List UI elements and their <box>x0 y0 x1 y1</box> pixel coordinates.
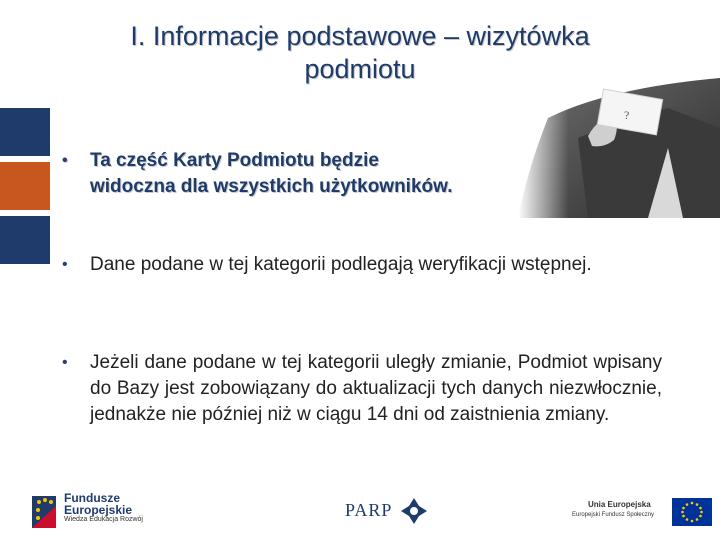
slide-title <box>40 20 680 86</box>
card-question-mark: ? <box>624 108 630 122</box>
fe-line-2: Europejskie <box>64 503 133 517</box>
fe-line-1: Fundusze <box>64 491 120 505</box>
footer-logos <box>0 482 720 540</box>
unia-europejska-logo <box>568 498 716 528</box>
title-line-2: podmiotu <box>304 54 416 84</box>
bullet-3 <box>62 350 662 428</box>
side-bar-blue-top <box>0 108 50 156</box>
side-bar-orange <box>0 162 50 210</box>
parp-text: PARP <box>345 500 393 520</box>
ue-line-1: Unia Europejska <box>588 500 651 509</box>
bullet-1-line-2: widoczna dla wszystkich użytkowników. <box>90 176 453 197</box>
side-bar-blue-bottom <box>0 216 50 264</box>
bullet-dot-icon: • <box>62 354 68 371</box>
title-line-1: I. Informacje podstawowe – wizytówka <box>130 21 590 51</box>
bullet-1-line-1: Ta część Karty Podmiotu będzie <box>90 150 379 171</box>
fe-emblem-icon <box>30 492 60 532</box>
bullet-2-text: Dane podane w tej kategorii podlegają weryfikacji wstępnej. <box>90 254 592 275</box>
ue-line-2: Europejski Fundusz Społeczny <box>572 512 655 518</box>
parp-logo <box>345 496 435 526</box>
bullet-dot-icon: • <box>62 152 68 169</box>
fundusze-europejskie-logo <box>30 490 180 534</box>
parp-emblem-icon <box>401 498 427 524</box>
bullet-dot-icon: • <box>62 256 68 273</box>
fe-line-3: Wiedza Edukacja Rozwój <box>64 516 143 523</box>
bullet-2 <box>62 252 662 278</box>
eu-flag-icon <box>672 498 712 526</box>
bullet-1 <box>62 148 662 200</box>
bullet-3-text: Jeżeli dane podane w tej kategorii uległy zmianie, Podmiot wpisany do Bazy jest zobowiązany do aktualizacji tych danych niezwłocznie, jednakże nie później niż w ciągu 14 dni od zaistnienia zmiany. <box>90 352 662 425</box>
